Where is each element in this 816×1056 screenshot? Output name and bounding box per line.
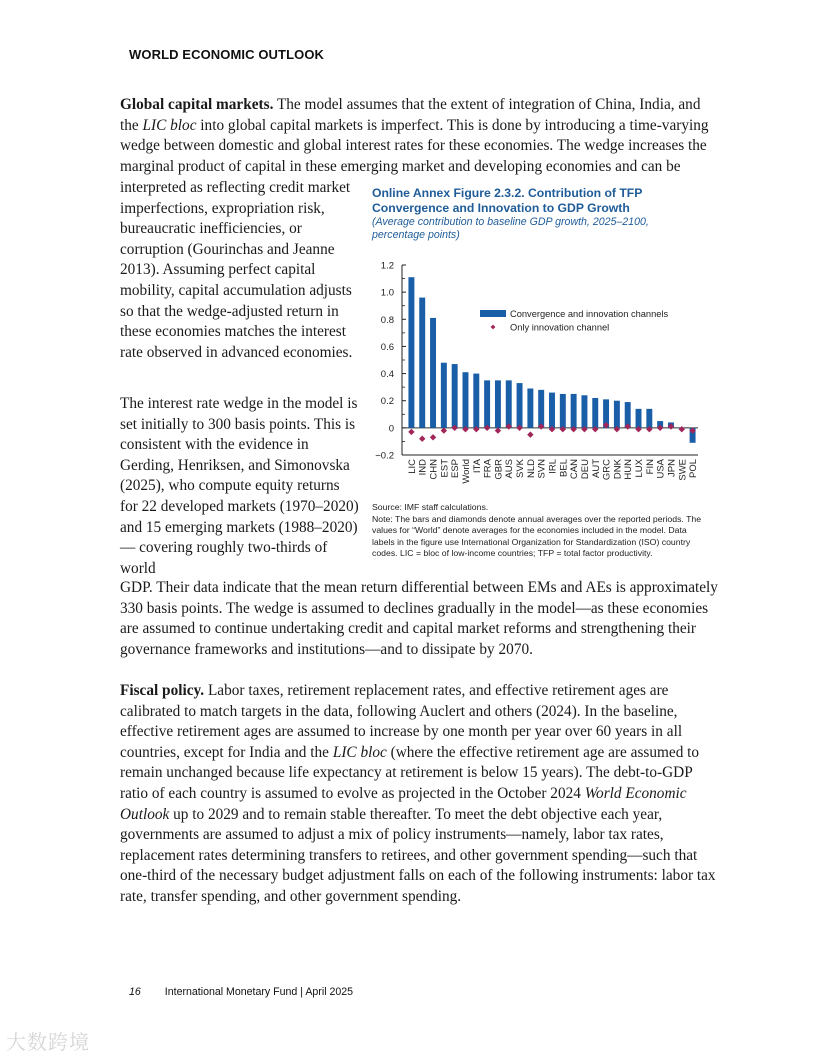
legend-bar-swatch <box>480 310 506 317</box>
y-tick-label: 0 <box>388 423 394 435</box>
page-footer <box>129 986 353 998</box>
bar-nld <box>527 389 533 428</box>
x-tick-label: POL <box>688 459 700 479</box>
x-tick-label: GRC <box>601 459 613 481</box>
x-tick-label: SVN <box>536 459 548 479</box>
figure-source: Source: IMF staff calculations. <box>372 502 489 512</box>
bar-esp <box>452 364 458 428</box>
x-tick-label: ITA <box>471 459 483 474</box>
x-tick-label: IRL <box>547 459 559 474</box>
watermark-logo: 大数跨境 <box>6 1030 90 1054</box>
diamond-lic <box>408 429 414 435</box>
x-tick-label: JPN <box>666 459 678 477</box>
figure-notes <box>372 502 702 560</box>
y-tick-label: 0.4 <box>380 369 394 381</box>
paragraph-lead: Fiscal policy. <box>120 682 205 699</box>
x-tick-label: DEU <box>579 459 591 480</box>
italic-term: LIC bloc <box>142 116 197 134</box>
bar-lux <box>636 409 642 428</box>
paragraph-global-capital-markets <box>120 95 720 177</box>
bar-dnk <box>614 401 620 428</box>
footer-text: International Monetary Fund | April 2025 <box>164 986 354 998</box>
paragraph-global-capital-markets-cont: interpreted as reflecting credit market imperfections, expropriation risk, bureaucratic inefficiencies, or corruption (Gourinchas and Jeanne 2013). Assuming perfect capital mobility, capital accumulation adjusts so that the wedge-adjusted return in these economies matches the interest rate observed in advanced economies. <box>120 179 353 361</box>
diamond-nld <box>527 431 533 437</box>
paragraph-text: into global capital markets is imperfect. This is done by introducing a time-varying wedge between domestic and global interest rates for these economies. The wedge increases the marginal product of capital in these emerging market and developing economies and can be <box>120 116 709 175</box>
x-tick-label: FIN <box>644 459 656 475</box>
paragraph-text: up to 2029 and to remain stable thereafter. To meet the debt objective each year, governments are assumed to adjust a mix of policy instruments—namely, labor tax rates, replacement rates determining transfers to retirees, and other government spending—such that one-third of the necessary budget adjustment falls on each of the following instruments: labor tax rate, transfer spending, and other government spending. <box>120 805 716 905</box>
bar-svk <box>517 383 523 428</box>
y-tick-label: 1.0 <box>380 287 394 299</box>
paragraph-text: The model assumes that the extent of integration of China, India, and the <box>120 96 701 134</box>
bar-gbr <box>495 380 501 428</box>
x-tick-label: CAN <box>569 459 581 480</box>
paragraph-interest-rate-wedge: The interest rate wedge in the model is set initially to 300 basis points. This is consistent with the evidence in Gerding, Henriksen, and Simonovska (2025), who compute equity returns for 22 developed markets (1970–2020) and 15 emerging markets (1988–2020)— covering roughly two-thirds of world <box>120 395 359 577</box>
x-tick-label: CHN <box>428 459 440 480</box>
x-tick-label: AUT <box>590 459 602 478</box>
bar-deu <box>581 395 587 428</box>
figure-subtitle: (Average contribution to baseline GDP growth, 2025–2100, percentage points) <box>372 216 649 241</box>
x-tick-label: LIC <box>406 459 418 474</box>
y-tick-label: 0.6 <box>380 341 394 353</box>
legend-label-bars: Convergence and innovation channels <box>510 309 669 319</box>
x-tick-label: IND <box>417 459 429 476</box>
y-tick-label: 1.2 <box>380 260 394 272</box>
bar-chn <box>430 318 436 428</box>
page-number: 16 <box>129 986 141 998</box>
paragraph-text: Labor taxes, retirement replacement rates, and effective retirement ages are calibrated to match targets in the data, following Auclert and others (2024). In the baseline, effective retirement ages are assumed to increase by one month per year over 60 years in all countries, except for India and the <box>120 682 683 761</box>
x-tick-label: ESP <box>450 459 462 479</box>
bar-ita <box>473 374 479 428</box>
running-head: WORLD ECONOMIC OUTLOOK <box>129 47 325 62</box>
x-tick-label: USA <box>655 459 667 479</box>
x-tick-label: SVK <box>515 459 527 479</box>
bar-est <box>441 363 447 428</box>
legend-label-diamonds: Only innovation channel <box>510 322 610 333</box>
legend-diamond-swatch <box>491 325 496 330</box>
diamond-ind <box>419 436 425 442</box>
y-tick-label: −0.2 <box>375 450 394 462</box>
bar-svn <box>538 390 544 428</box>
x-tick-label: FRA <box>482 459 494 478</box>
paragraph-interest-rate-wedge-cont: GDP. Their data indicate that the mean return differential between EMs and AEs is approximately 330 basis points. The wedge is assumed to declines gradually in the model—as these economies are assumed to continue undertaking credit and capital market reforms and strengthening their governance frameworks and institutions—and to dissipate by 2070. <box>120 579 718 658</box>
bar-chart <box>360 255 705 495</box>
y-tick-label: 0.8 <box>380 314 394 326</box>
diamond-swe <box>679 426 685 432</box>
x-tick-label: LUX <box>634 459 646 478</box>
y-tick-label: 0.2 <box>380 396 394 408</box>
bar-ind <box>419 298 425 428</box>
diamond-chn <box>430 434 436 440</box>
figure-title: Online Annex Figure 2.3.2. Contribution of TFP Convergence and Innovation to GDP Growth <box>372 186 643 215</box>
bar-world <box>463 372 469 428</box>
bar-can <box>571 394 577 428</box>
figure-note: Note: The bars and diamonds denote annual averages over the reported periods. The values for “World” denote averages for the economies included in the model. Data labels in the figure use International Organization for Standardization (ISO) country codes. LIC = bloc of low-income countries; TFP = total factor productivity. <box>372 513 702 559</box>
bar-irl <box>549 393 555 428</box>
x-tick-label: AUS <box>504 459 516 479</box>
x-tick-label: DNK <box>612 459 624 480</box>
figure-header <box>372 186 702 242</box>
bar-fin <box>646 409 652 428</box>
x-tick-label: GBR <box>493 459 505 480</box>
bar-aut <box>592 398 598 428</box>
paragraph-fiscal-policy <box>120 681 720 908</box>
italic-title: World Economic Outlook <box>120 784 687 823</box>
x-tick-label: NLD <box>525 459 537 479</box>
paragraph-lead: Global capital markets. <box>120 96 274 113</box>
bar-aus <box>506 380 512 428</box>
bar-bel <box>560 394 566 428</box>
x-tick-label: EST <box>439 459 451 478</box>
bar-fra <box>484 380 490 428</box>
italic-term: LIC bloc <box>332 743 387 761</box>
paragraph-text: (where the effective retirement age are assumed to remain unchanged because life expectancy at retirement is below 15 years). The debt-to-GDP ratio of each country is assumed to evolve as projected in the October 2024 <box>120 743 700 802</box>
x-tick-label: World <box>460 459 472 484</box>
x-tick-label: BEL <box>558 459 570 477</box>
bar-lic <box>408 277 414 428</box>
x-tick-label: HUN <box>623 459 635 480</box>
x-tick-label: SWE <box>677 459 689 481</box>
